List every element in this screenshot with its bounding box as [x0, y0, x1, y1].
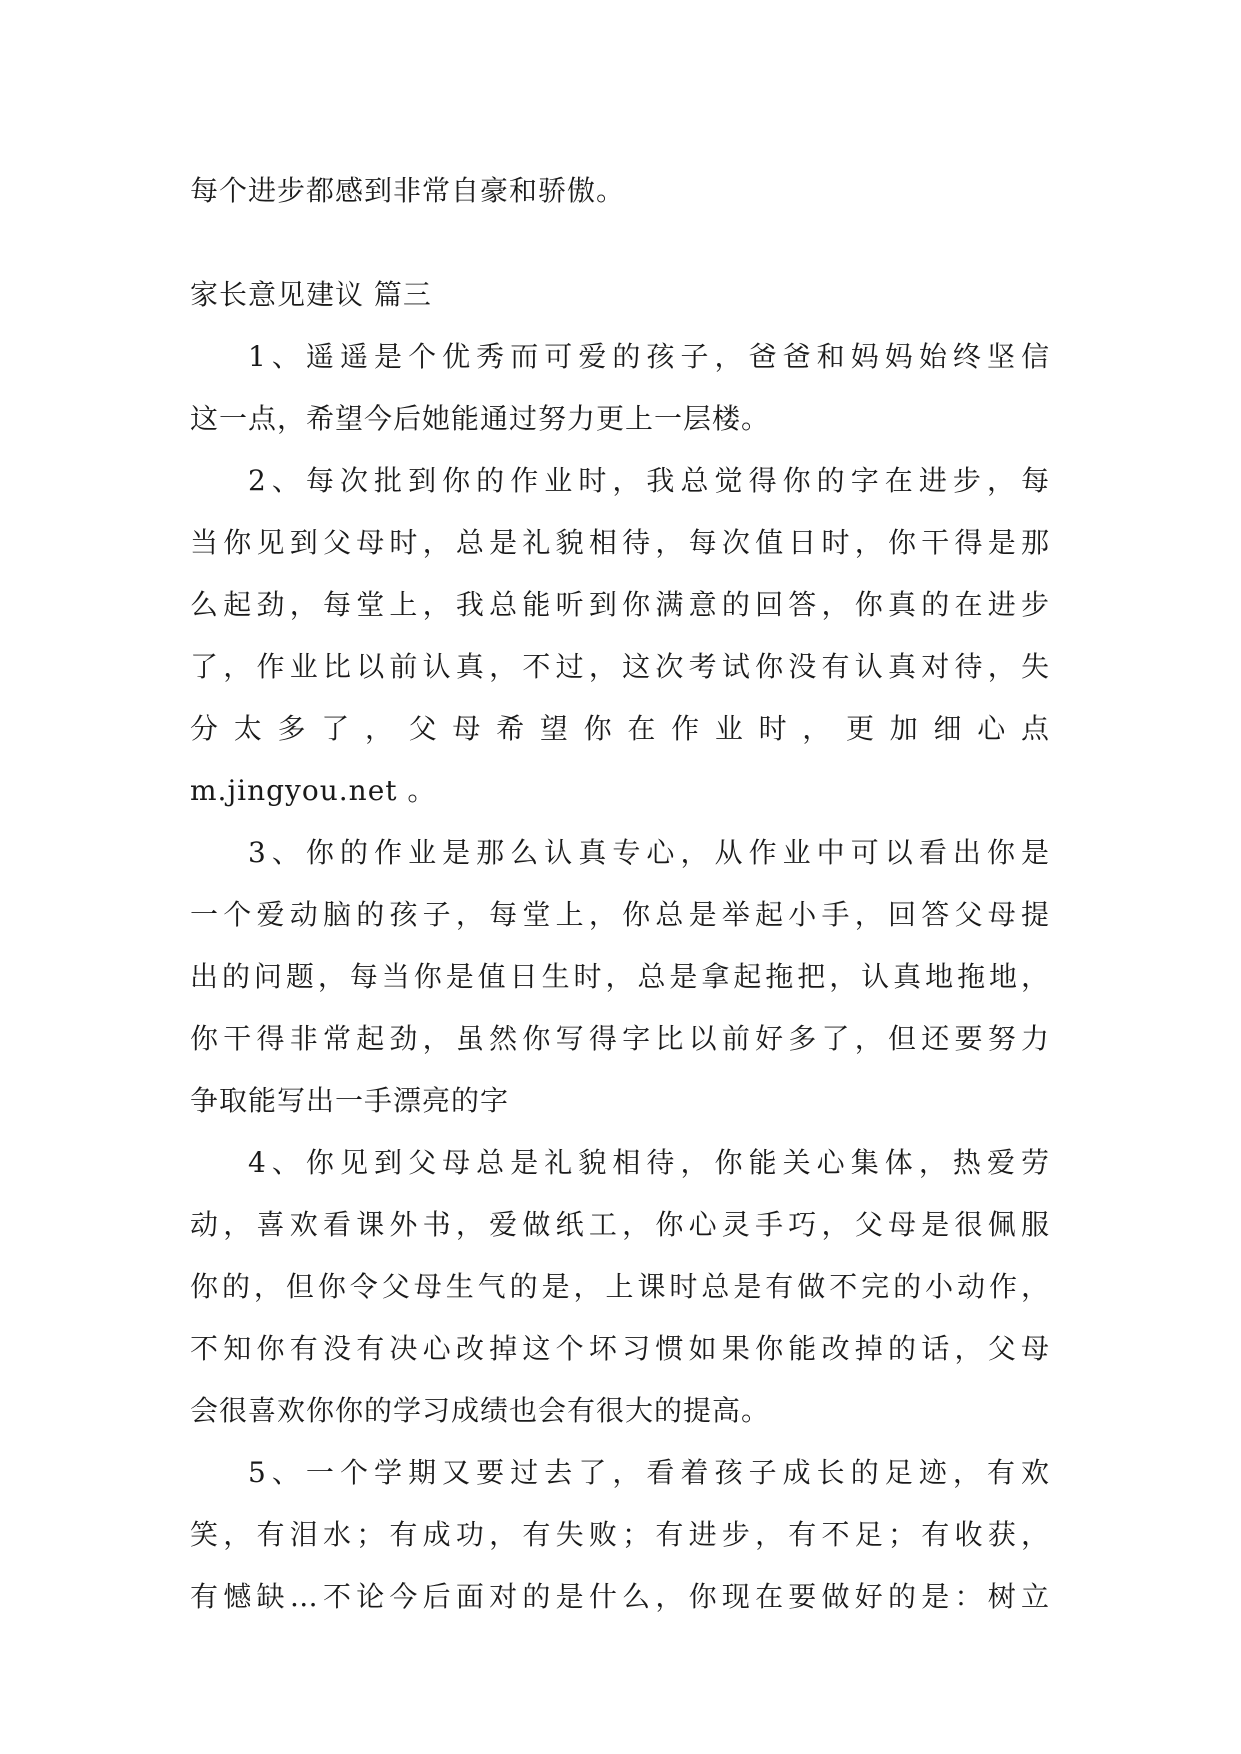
- section-gap: [190, 222, 1050, 264]
- paragraph-line: m.jingyou.net 。: [190, 774, 437, 807]
- paragraph-line: 争取能写出一手漂亮的字: [190, 1084, 510, 1117]
- paragraph-line: 了，作业比以前认真，不过，这次考试你没有认真对待，失: [190, 650, 1050, 683]
- paragraph-line: 这一点，希望今后她能通过努力更上一层楼。: [190, 402, 771, 435]
- paragraph-5: [190, 1442, 1050, 1628]
- paragraph-line: 有憾缺…不论今后面对的是什么，你现在要做好的是：树立: [190, 1580, 1050, 1613]
- section-heading: 家长意见建议 篇三: [190, 278, 432, 311]
- intro-line: 每个进步都感到非常自豪和骄傲。: [190, 174, 626, 207]
- paragraph-line: 么起劲，每堂上，我总能听到你满意的回答，你真的在进步: [190, 588, 1050, 621]
- paragraph-line: 动，喜欢看课外书，爱做纸工，你心灵手巧，父母是很佩服: [190, 1208, 1050, 1241]
- paragraph-line: 你的，但你令父母生气的是，上课时总是有做不完的小动作，: [190, 1270, 1050, 1303]
- paragraph-line: 当你见到父母时，总是礼貌相待，每次值日时，你干得是那: [190, 526, 1050, 559]
- paragraph-2: [190, 450, 1050, 822]
- paragraph-1: [190, 326, 1050, 450]
- paragraph-line: 会很喜欢你你的学习成绩也会有很大的提高。: [190, 1394, 771, 1427]
- paragraph-line: 出的问题，每当你是值日生时，总是拿起拖把，认真地拖地，: [190, 960, 1050, 993]
- paragraph-line: 你干得非常起劲，虽然你写得字比以前好多了，但还要努力: [190, 1022, 1050, 1055]
- paragraph-4: [190, 1132, 1050, 1442]
- document-body: [190, 160, 1050, 1628]
- paragraph-line: 4、你见到父母总是礼貌相待，你能关心集体，热爱劳: [248, 1146, 1050, 1179]
- paragraph-line: 2、每次批到你的作业时，我总觉得你的字在进步，每: [248, 464, 1050, 497]
- paragraph-line: 5、一个学期又要过去了，看着孩子成长的足迹，有欢: [248, 1456, 1050, 1489]
- paragraph-line: 一个爱动脑的孩子，每堂上，你总是举起小手，回答父母提: [190, 898, 1050, 931]
- paragraph-line: 1、遥遥是个优秀而可爱的孩子，爸爸和妈妈始终坚信: [248, 340, 1050, 373]
- paragraph-line: 笑，有泪水；有成功，有失败；有进步，有不足；有收获，: [190, 1518, 1050, 1551]
- paragraph-line: 不知你有没有决心改掉这个坏习惯如果你能改掉的话，父母: [190, 1332, 1050, 1365]
- paragraph-line: 3、你的作业是那么认真专心，从作业中可以看出你是: [248, 836, 1050, 869]
- paragraph-line: 分太多了，父母希望你在作业时，更加细心点: [190, 712, 1050, 745]
- paragraph-3: [190, 822, 1050, 1132]
